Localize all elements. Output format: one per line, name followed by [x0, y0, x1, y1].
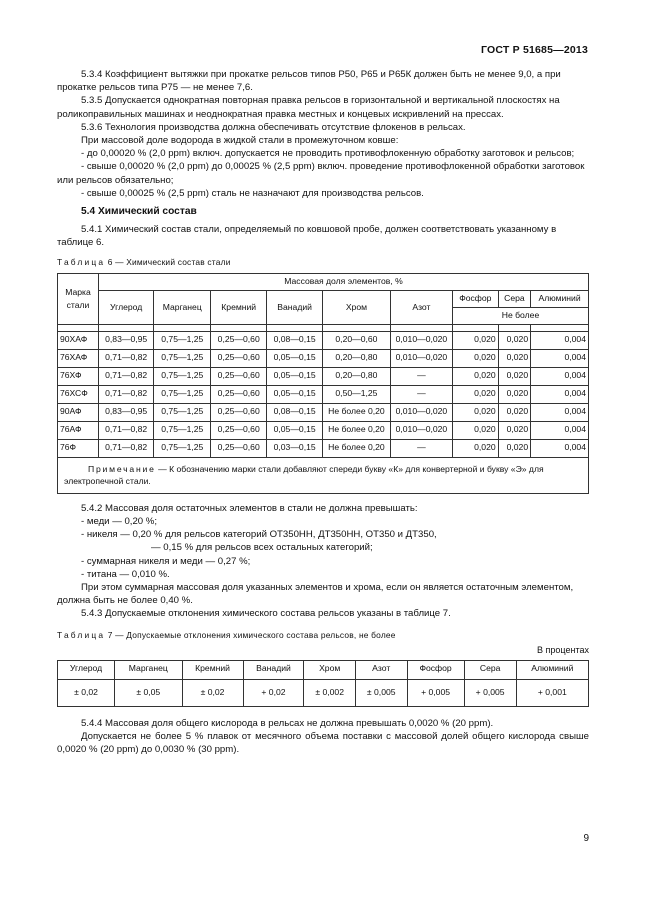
spacer-cell — [498, 324, 530, 331]
paragraph-5-4-4: 5.4.4 Массовая доля общего кислорода в рельсах не должна превышать 0,0020 % (20 ppm). — [81, 718, 494, 730]
table-6-caption-text: 6 — Химический состав стали — [105, 256, 231, 267]
value-cell: 0,25—0,60 — [211, 439, 267, 457]
value-cell: ± 0,02 — [58, 680, 115, 707]
value-cell: Не более 0,20 — [323, 439, 391, 457]
spacer-cell — [154, 324, 211, 331]
paragraph-5-4-3: 5.4.3 Допускаемые отклонения химического состава рельсов указаны в таблице 7. — [81, 608, 451, 620]
value-cell: 0,75—1,25 — [154, 439, 211, 457]
value-cell: 0,020 — [498, 349, 530, 367]
value-cell: 0,25—0,60 — [211, 421, 267, 439]
table-row — [58, 421, 589, 439]
value-cell: 0,75—1,25 — [154, 421, 211, 439]
header-no-more: Не более — [453, 307, 589, 324]
residual-titan: - титана — 0,010 %. — [81, 568, 170, 580]
table-7-deviations — [57, 660, 589, 707]
value-cell: 0,25—0,60 — [211, 385, 267, 403]
table-7-header-row — [58, 661, 589, 680]
grade-cell: 76АФ — [58, 421, 99, 439]
header-col: Кремний — [211, 290, 267, 324]
value-cell: 0,75—1,25 — [154, 367, 211, 385]
page-body — [57, 68, 589, 757]
value-cell: 0,05—0,15 — [267, 367, 323, 385]
grade-cell: 90АФ — [58, 403, 99, 421]
header-col: Хром — [323, 290, 391, 324]
value-cell: 0,75—1,25 — [154, 349, 211, 367]
table-6-header-row-1 — [58, 273, 589, 290]
spacer-cell — [211, 324, 267, 331]
paragraph-5-3-5: 5.3.5 Допускается однократная повторная правка рельсов в горизонтальной и вертикальной плоскостях на роликоправильных машинах и неоднократная правка местных и концевых искривлений на прессах. — [57, 95, 560, 120]
header-col: Алюминий — [516, 661, 588, 680]
paragraph-5-4-2: 5.4.2 Массовая доля остаточных элементов в стали не должна превышать: — [81, 502, 418, 514]
residual-extra: При этом суммарная массовая доля указанных элементов и хрома, если он является остаточным элементом, должна быть не более 0,40 %. — [57, 582, 574, 607]
value-cell: ± 0,05 — [115, 680, 182, 707]
value-cell: 0,83—0,95 — [99, 403, 154, 421]
value-cell: 0,004 — [531, 403, 589, 421]
value-cell: 0,50—1,25 — [323, 385, 391, 403]
table-6-chemical-composition — [57, 273, 589, 494]
residual-sum: - суммарная никеля и меди — 0,27 %; — [81, 555, 251, 567]
header-col: Фосфор — [407, 661, 464, 680]
table-6-header-row-2 — [58, 290, 589, 307]
residual-copper: - меди — 0,20 %; — [81, 516, 157, 528]
table-6-note — [58, 457, 589, 493]
value-cell: 0,020 — [498, 403, 530, 421]
header-col: Хром — [304, 661, 356, 680]
table-6-caption — [57, 256, 589, 269]
value-cell: 0,75—1,25 — [154, 331, 211, 349]
value-cell: 0,010—0,020 — [390, 403, 452, 421]
value-cell: 0,20—0,80 — [323, 349, 391, 367]
value-cell: 0,05—0,15 — [267, 385, 323, 403]
table-row — [58, 403, 589, 421]
hydrogen-intro: При массовой доле водорода в жидкой стали в промежуточном ковше: — [81, 135, 399, 147]
header-col: Марганец — [115, 661, 182, 680]
value-cell: 0,020 — [453, 421, 499, 439]
table-6-caption-word: Таблица — [57, 256, 106, 267]
spacer-cell — [99, 324, 154, 331]
spacer-cell — [267, 324, 323, 331]
hydrogen-item-3: - свыше 0,00025 % (2,5 ppm) сталь не назначают для производства рельсов. — [81, 187, 424, 199]
header-col: Алюминий — [531, 290, 589, 307]
spacer-cell — [323, 324, 391, 331]
value-cell: 0,75—1,25 — [154, 403, 211, 421]
value-cell: 0,020 — [498, 367, 530, 385]
value-cell: 0,020 — [453, 439, 499, 457]
value-cell: 0,03—0,15 — [267, 439, 323, 457]
table-7-unit: В процентах — [537, 644, 589, 655]
value-cell: 0,020 — [453, 403, 499, 421]
grade-cell: 76ХАФ — [58, 349, 99, 367]
value-cell: 0,020 — [453, 349, 499, 367]
header-col: Азот — [355, 661, 407, 680]
table-7-caption-word: Таблица — [57, 629, 106, 640]
value-cell: Не более 0,20 — [323, 403, 391, 421]
value-cell: 0,020 — [498, 331, 530, 349]
note-text: — К обозначению марки стали добавляют спереди букву «К» для конвертерной и букву «Э» для электропечной стали. — [64, 463, 544, 486]
table-row — [58, 367, 589, 385]
oxygen-paragraph: Допускается не более 5 % плавок от месячного объема поставки с массовой долей общего кислорода свыше 0,0020 % (20 ppm) до 0,0030 % (30 ppm). — [57, 731, 589, 756]
header-grade: Марка стали — [58, 273, 99, 324]
table-row — [58, 385, 589, 403]
value-cell: 0,08—0,15 — [267, 403, 323, 421]
value-cell: 0,25—0,60 — [211, 367, 267, 385]
value-cell: 0,83—0,95 — [99, 331, 154, 349]
value-cell: + 0,005 — [407, 680, 464, 707]
residual-nickel-2: — 0,15 % для рельсов всех остальных категорий; — [151, 542, 373, 554]
value-cell: 0,004 — [531, 439, 589, 457]
hydrogen-item-2: - свыше 0,00020 % (2,0 ppm) до 0,00025 % (2,5 ppm) включ. проведение противофлокенной обработки заготовок или рельсов обязательно; — [57, 161, 585, 186]
section-5-4-title: 5.4 Химический состав — [81, 206, 197, 218]
value-cell: 0,020 — [498, 439, 530, 457]
value-cell: 0,010—0,020 — [390, 331, 452, 349]
document-header: ГОСТ Р 51685—2013 — [480, 44, 588, 56]
value-cell: Не более 0,20 — [323, 421, 391, 439]
header-col: Ванадий — [267, 290, 323, 324]
value-cell: 0,05—0,15 — [267, 349, 323, 367]
header-mass-fraction: Массовая доля элементов, % — [99, 273, 589, 290]
note-label: Примечание — [88, 463, 156, 474]
header-col: Сера — [498, 290, 530, 307]
paragraph-5-3-6: 5.3.6 Технология производства должна обеспечивать отсутствие флокенов в рельсах. — [81, 121, 466, 133]
paragraph-5-4-1: 5.4.1 Химический состав стали, определяемый по ковшовой пробе, должен соответствовать указанному в таблице 6. — [57, 224, 557, 249]
value-cell: 0,004 — [531, 367, 589, 385]
value-cell: 0,71—0,82 — [99, 439, 154, 457]
value-cell: 0,71—0,82 — [99, 367, 154, 385]
grade-cell: 76Ф — [58, 439, 99, 457]
value-cell: 0,004 — [531, 421, 589, 439]
value-cell: 0,25—0,60 — [211, 403, 267, 421]
spacer-cell — [58, 324, 99, 331]
value-cell: + 0,005 — [464, 680, 516, 707]
table-row — [58, 331, 589, 349]
table-6-spacer-row — [58, 324, 589, 331]
value-cell: 0,020 — [498, 385, 530, 403]
grade-cell: 76ХФ — [58, 367, 99, 385]
value-cell: — — [390, 367, 452, 385]
value-cell: 0,020 — [453, 385, 499, 403]
table-row — [58, 349, 589, 367]
value-cell: 0,004 — [531, 385, 589, 403]
grade-cell: 76ХСФ — [58, 385, 99, 403]
header-col: Марганец — [154, 290, 211, 324]
value-cell: 0,71—0,82 — [99, 421, 154, 439]
grade-cell: 90ХАФ — [58, 331, 99, 349]
value-cell: 0,010—0,020 — [390, 349, 452, 367]
header-col: Углерод — [58, 661, 115, 680]
spacer-cell — [453, 324, 499, 331]
value-cell: — — [390, 439, 452, 457]
header-col: Азот — [390, 290, 452, 324]
header-col: Ванадий — [243, 661, 304, 680]
value-cell: 0,25—0,60 — [211, 331, 267, 349]
header-col: Кремний — [182, 661, 243, 680]
value-cell: ± 0,02 — [182, 680, 243, 707]
spacer-cell — [390, 324, 452, 331]
spacer-cell — [531, 324, 589, 331]
table-6-body — [58, 331, 589, 457]
header-col: Сера — [464, 661, 516, 680]
value-cell: 0,010—0,020 — [390, 421, 452, 439]
table-7-caption — [57, 629, 589, 642]
residual-nickel-1: - никеля — 0,20 % для рельсов категорий ОТ350НН, ДТ350НН, ОТ350 и ДТ350, — [81, 529, 437, 541]
table-6-note-row — [58, 457, 589, 493]
value-cell: 0,004 — [531, 331, 589, 349]
value-cell: ± 0,005 — [355, 680, 407, 707]
hydrogen-item-1: - до 0,00020 % (2,0 ppm) включ. допускается не проводить противофлокенную обработку заготовок и рельсов; — [81, 148, 575, 160]
value-cell: 0,08—0,15 — [267, 331, 323, 349]
value-cell: 0,20—0,60 — [323, 331, 391, 349]
page-number: 9 — [583, 833, 589, 844]
header-col: Углерод — [99, 290, 154, 324]
table-7-values-row — [58, 680, 589, 707]
value-cell: + 0,001 — [516, 680, 588, 707]
value-cell: 0,71—0,82 — [99, 385, 154, 403]
value-cell: 0,020 — [453, 331, 499, 349]
value-cell: 0,71—0,82 — [99, 349, 154, 367]
value-cell: 0,020 — [453, 367, 499, 385]
value-cell: 0,75—1,25 — [154, 385, 211, 403]
table-7-caption-text: 7 — Допускаемые отклонения химического состава рельсов, не более — [105, 629, 396, 640]
value-cell: + 0,02 — [243, 680, 304, 707]
paragraph-5-3-4: 5.3.4 Коэффициент вытяжки при прокатке рельсов типов Р50, Р65 и Р65К должен быть не менее 9,0, а при прокатке рельсов типа Р75 — не менее 7,6. — [57, 69, 561, 94]
value-cell: 0,20—0,80 — [323, 367, 391, 385]
header-col: Фосфор — [453, 290, 499, 307]
value-cell: — — [390, 385, 452, 403]
value-cell: 0,05—0,15 — [267, 421, 323, 439]
value-cell: 0,25—0,60 — [211, 349, 267, 367]
value-cell: 0,004 — [531, 349, 589, 367]
value-cell: 0,020 — [498, 421, 530, 439]
value-cell: ± 0,002 — [304, 680, 356, 707]
table-row — [58, 439, 589, 457]
